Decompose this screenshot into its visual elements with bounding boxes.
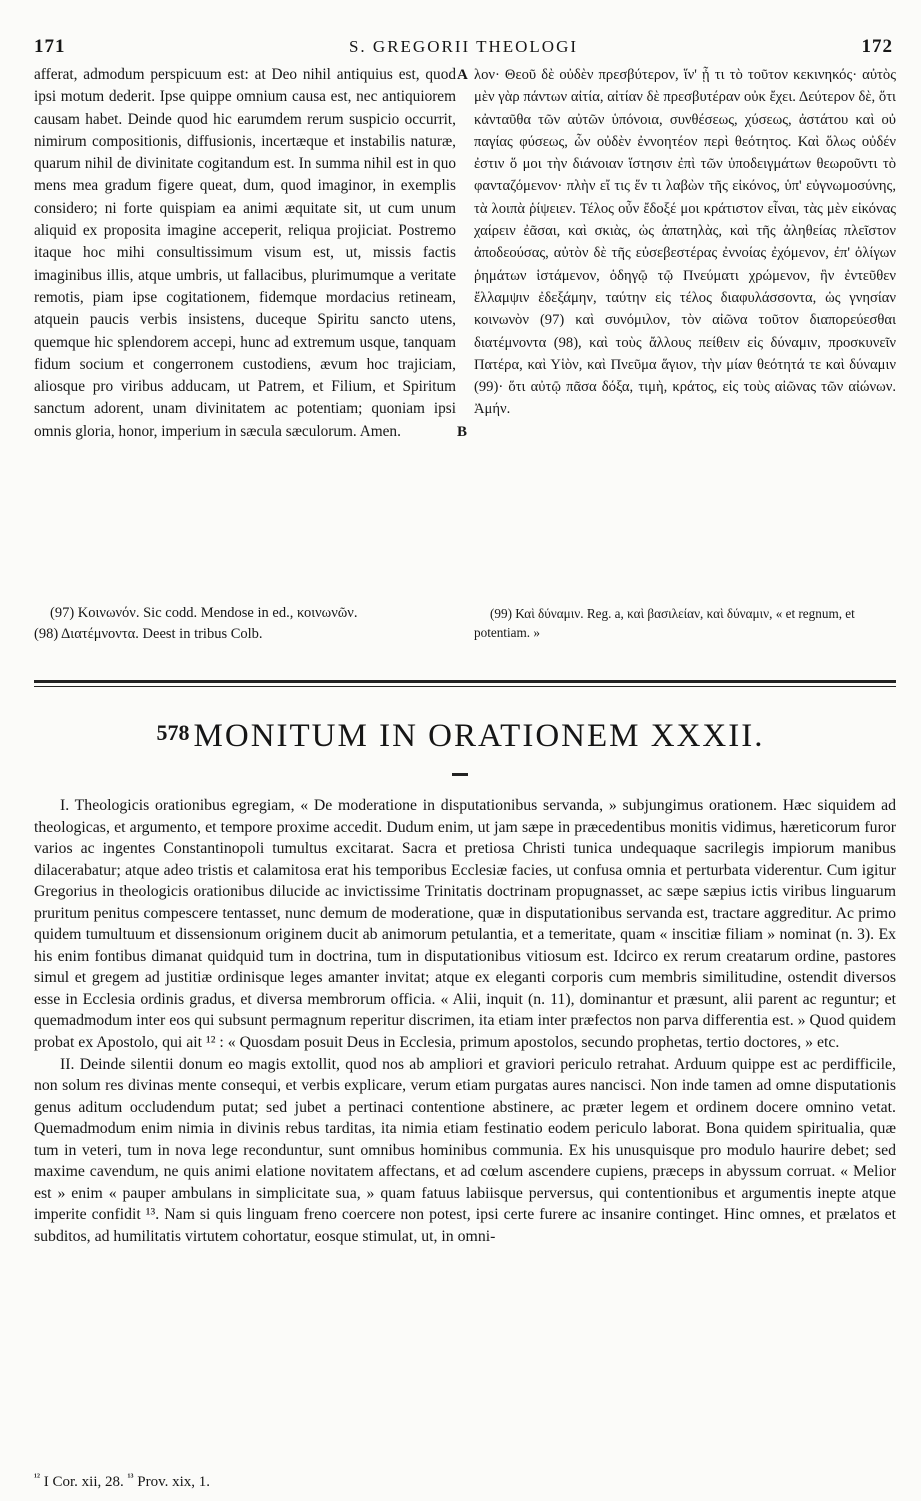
monitum-paragraph-1: I. Theologicis orationibus egregiam, « De moderatione in disputationibus servanda, » subjungimus orationem. Hæc siquidem ad theologicas, et argumento, et tempore proxime accedit. Dudum enim, ut jam sæpe in præcedentibus monitis vidimus, hæreticorum furor varios ac ingentes Constantinopoli tumultus excitarat. Sacra et pretiosa Christi tunica undequaque sacrilegis impiorum manibus dilacerabatur; atque adeo tristis et calamitosa erat his temporibus Ecclesiæ facies, ut confusa omnia et perturbata viderentur. Cum igitur Gregorius in theologicis orationibus dilucide ac invictissime Trinitatis doctrinam propugnasset, ac sæpe sæpius ictis viribus linguarum pruritum penitus compescere tentasset, nunc demum de moderatione, quæ in disputationibus servanda est, tractare aggreditur. Ac primo quidem tumultuum et dissensionum originem ducit ab animorum petulantia, et a temeritate, quam « inscitiæ filiam » nominat (n. 3). Ex his enim fontibus dimanat quidquid tum in doctrina, tum in disputationibus vitiosum est. Idcirco ex rerum creatarum ordine, pastores simul et gregem ad justitiæ ordinisque leges amanter invitat; atque ex eleganti corporis cum membris similitudine, ostendit diversos esse in Ecclesia ordinis gradus, et diversa membrorum officia. « Alii, inquit (n. 11), dominantur et præsunt, alii parent ac reguntur; et quemadmodum inter eos qui subsunt permagnum reperitur discrimen, ita etiam inter præfectos non parva differentia est. » Quod quidem probat ex Apostolo, qui ait ¹² : « Quosdam posuit Deus in Ecclesia, primum apostolos, secundo prophetas, tertio doctores, » etc.: [34, 797, 896, 1052]
monitum-heading: [0, 718, 921, 755]
separator-rule-thick: [34, 680, 896, 683]
monitum-body: [34, 795, 896, 1247]
title-dash: [452, 773, 468, 776]
running-title: S. GREGORII THEOLOGI: [348, 37, 579, 56]
footnote-mark-12: ¹²: [34, 1472, 40, 1483]
footnote-ref-12: I Cor. xii, 28.: [43, 1474, 124, 1490]
footnote-references: [34, 1472, 210, 1491]
notes-right: [474, 604, 896, 644]
footnote-ref-13: Prov. xix, 1.: [137, 1474, 211, 1490]
latin-text: afferat, admodum perspicuum est: at Deo nihil antiquius est, quod ipsi motum dederit. Ipse quippe omnium causa est, nec antiquiorem causam habet. Deinde quod hic earumdem rerum suspicio occurrit, nimirum compositionis, diffusionis, incertæque et instabilis naturæ, quarum nihil de divinitate cogitandum est. In summa nihil est in quo mens mea gradum figere queat, dum, quod imaginor, in exemplis considero; ni forte quispiam ea animi æquitate sit, ut cum unum aliquid ex proposita imagine acceperit, reliqua projiciat. Postremo itaque hoc mihi consultissimum visum est, ut, missis factis imaginibus illis, atque umbris, ut fallacibus, plurimumque a veritate remotis, piam ipse cogitationem, fidemque mordacius retineam, atquein paucis verbis insistens, duceque Spiritu sancto utens, quemque hic splendorem accepi, hunc ad extremum usque, tanquam fidum socium et congerronem custodiens, ævum hoc trajiciam, aliosque pro viribus adducam, ut Patrem, et Filium, et Spiritum sanctum adorent, unam divinitatem ac potentiam; quoniam ipsi omnis gloria, honor, imperium in sæcula sæculorum. Amen.: [34, 66, 456, 440]
greek-column: [474, 64, 896, 421]
footnote-mark-13: ¹³: [127, 1472, 134, 1483]
notes-left: [34, 604, 456, 646]
note-99: (99) Καὶ δύναμιν. Reg. a, καὶ βασιλείαν, καὶ δύναμιν, « et regnum, et potentiam. »: [474, 606, 855, 640]
note-98: (98) Διατέμνοντα. Deest in tribus Colb.: [34, 626, 263, 642]
running-header: [34, 36, 893, 60]
note-97: (97) Κοινωνόν. Sic codd. Mendose in ed., κοινωνῶν.: [50, 605, 358, 621]
monitum-paragraph-2: II. Deinde silentii donum eo magis extollit, quod nos ab ampliori et graviori periculo retrahat. Arduum quippe est ac perdifficile, non solum res divinas mente consequi, et verbis explicare, verum etiam purgatas aures nancisci. Non inde tamen ad omne disputationis genus aditum occludendum putat; sed jubet a pertinaci contentione abstinere, ac præter legem et ordinem docere omnino vetat. Quemadmodum enim nimia in divinis rebus tarditas, ita nimia etiam festinatio eodem periculo laborat. Bona quidem spiritualia, quæ tum in veteri, tum in nova lege reconduntur, sunt omnibus hominibus communia. Ex his unusquisque pro modulo haurire debet; sed maxime cavendum, ne quis animi elatione novitatem affectans, et ad cœlum ascendere cupiens, præceps in abyssum corruat. « Melior est » enim « pauper ambulans in simplicitate sua, » quam fatuus labiisque perversus, qui contentionibus et argumentis inepte atque imperite confidit ¹³. Nam si quis linguam freno coercere non potest, ipsi certe furere ac insanire continget. Hinc omnes, et prælatos et subditos, ad humilitatis virtutem cohortatur, eosque stimulat, ut, in omni-: [34, 1055, 896, 1245]
margin-marker-a: A: [457, 67, 468, 83]
latin-column: [34, 64, 456, 443]
page-number-left: 171: [34, 36, 66, 57]
margin-marker-b: B: [457, 424, 468, 440]
separator-rule-thin: [34, 686, 896, 687]
greek-text: λον· Θεοῦ δὲ οὐδὲν πρεσβύτερον, ἵν' ᾖ τι τὸ τοῦτον κεκινηκός· αὐτὸς μὲν γὰρ πάντων αἰτία, αἰτίαν δὲ πρεσβυτέραν οὐκ ἔχει. Δεύτερον δὲ, ὅτι κἀνταῦθα τῶν αὐτῶν ὑπόνοια, συνθέσεως, χύσεως, ἀστάτου καὶ οὐ παγίας φύσεως, ὧν οὐδὲν ἐννοητέον περὶ θεότητος. Καὶ ὅλως οὐδέν ἐστιν ὅ μοι τὴν διάνοιαν ἵστησιν ἐπὶ τῶν ὑποδειγμάτων θεωροῦντι τὸ φανταζόμενον· πλὴν εἴ τις ἕν τι λαβὼν τῆς εἰκόνος, ὑπ' εὐγνωμοσύνης, τὰ λοιπὰ ῥίψειεν. Τέλος οὖν ἔδοξέ μοι κράτιστον εἶναι, τὰς μὲν εἰκόνας χαίρειν ἐᾶσαι, καὶ σκιὰς, ὡς ἀπατηλὰς, καὶ τῆς ἀληθείας πλεῖστον ἀποδεούσας, αὐτὸν δὲ τῆς εὐσεβεστέρας ἐννοίας ἐχόμενον, ἐπ' ὀλίγων ῥημάτων ἱστάμενον, ὁδηγῷ τῷ Πνεύματι χρώμενον, ἣν ἐντεῦθεν ἔλλαμψιν ἐδεξάμην, ταύτην εἰς τέλος διαφυλάσσοντα, ὡς γνησίαν κοινωνὸν (97) καὶ συνόμιλον, τὸν αἰῶνα τοῦτον διαπορεύεσθαι διατέμνοντα (98), καὶ τοὺς ἄλλους πείθειν εἰς δύναμιν, προσκυνεῖν Πατέρα, καὶ Υἱὸν, καὶ Πνεῦμα ἅγιον, τὴν μίαν θεότητά τε καὶ δύναμιν (99)· ὅτι αὐτῷ πᾶσα δόξα, τιμὴ, κράτος, εἰς τοὺς αἰῶνας τῶν αἰώνων. Ἀμήν.: [474, 67, 896, 418]
column-number: 578: [156, 720, 190, 745]
monitum-title: MONITUM IN ORATIONEM XXXII.: [193, 718, 765, 754]
page-number-right: 172: [861, 36, 893, 57]
